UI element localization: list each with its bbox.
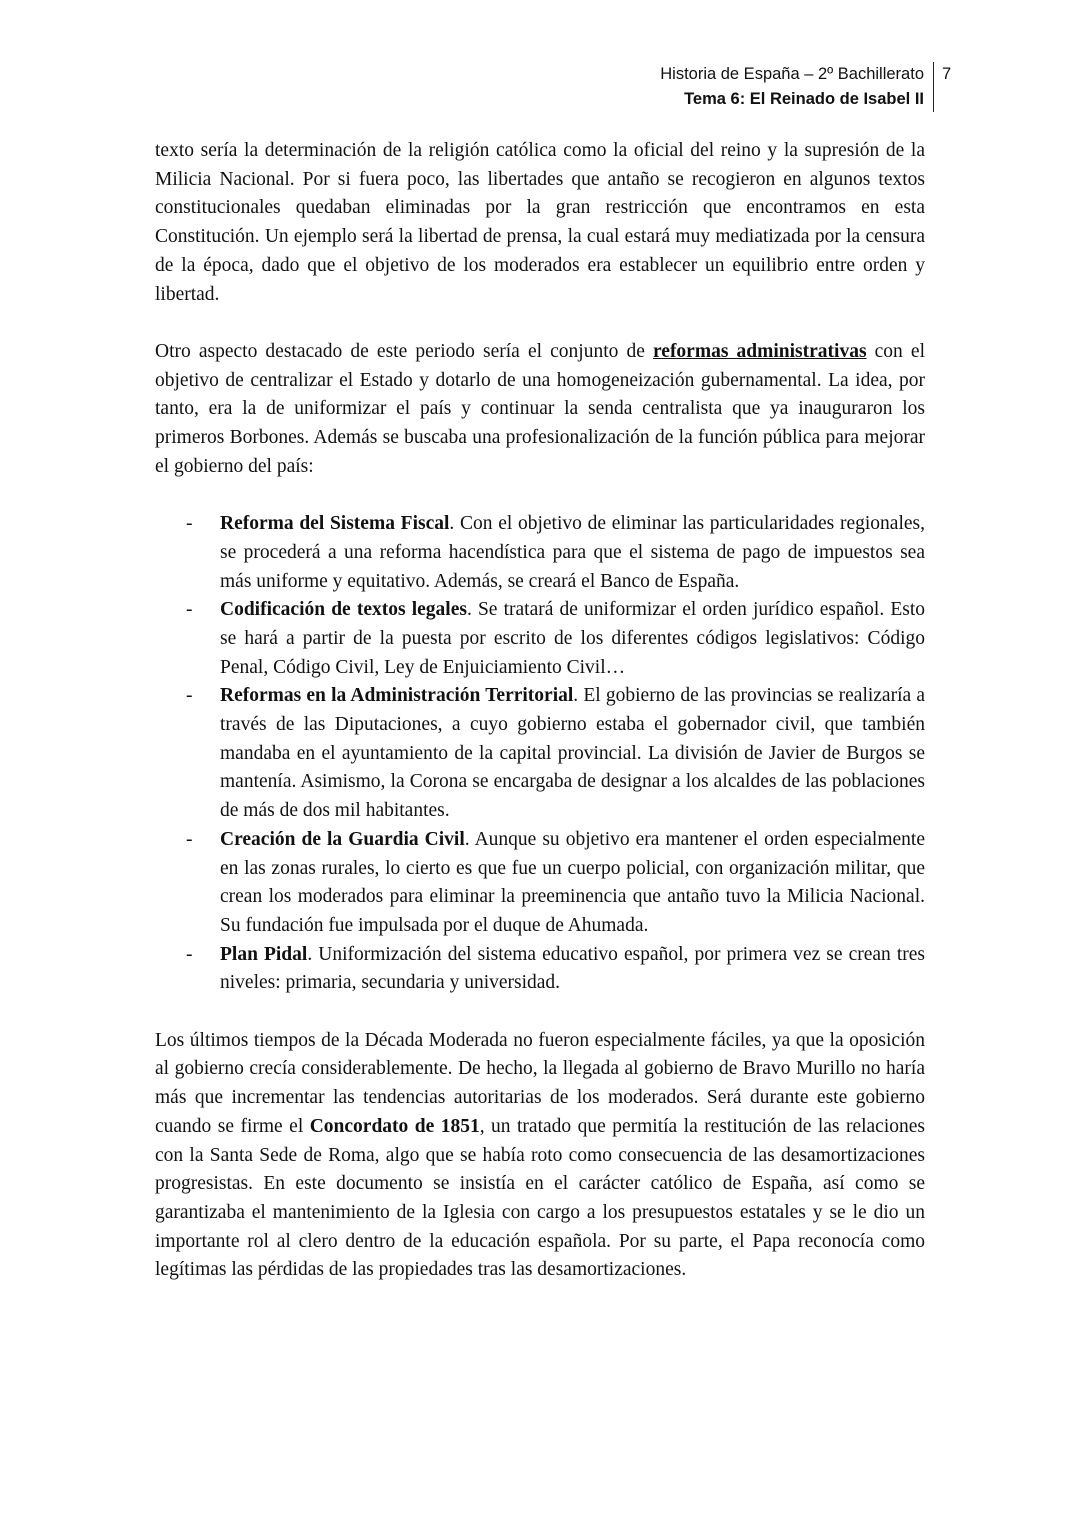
list-item-text: . Se tratará de uniformizar el orden jurídico español. Esto se hará a partir de la puesta por escrito de los diferentes códigos legislativos: Código Penal, Código Civil, Ley de Enjuiciamiento Civil… [220, 599, 925, 678]
list-item-text: . El gobierno de las provincias se realizaría a través de las Diputaciones, a cuyo gobierno estaba el gobernador civil, que también mandaba en el ayuntamiento de la capital provincial. La división de Javier de Burgos se mantenía. Asimismo, la Corona se encargaba de designar a los alcaldes de las poblaciones de más de dos mil habitantes. [220, 685, 925, 822]
reforms-list [155, 510, 925, 998]
document-body [155, 137, 925, 1285]
paragraph-concordato: Los últimos tiempos de la Década Moderada no fueron especialmente fáciles, ya que la oposición al gobierno crecía considerablemente. De hecho, la llegada al gobierno de Bravo Murillo no haría más que incrementar las tendencias autoritarias de los moderados. Será durante este gobierno cuando se firme el Concordato de 1851, un tratado que permitía la restitución de las relaciones con la Santa Sede de Roma, algo que se había roto como consecuencia de las desamortizaciones progresistas. En este documento se insistía en el carácter católico de España, así como se garantizaba el mantenimiento de la Iglesia con cargo a los presupuestos estatales y se le dio un importante rol al clero dentro de la educación española. Por su parte, el Papa reconocía como legítimas las pérdidas de las propiedades tras las desamortizaciones. [155, 1029, 925, 1281]
list-dash: - [186, 828, 193, 850]
list-item [155, 682, 925, 826]
paragraph-administrative-reforms: Otro aspecto destacado de este periodo sería el conjunto de reformas administrativas con el objetivo de centralizar el Estado y dotarlo de una homogeneización gubernamental. La idea, por tanto, era la de uniformizar el país y continuar la senda centralista que ya inauguraron los primeros Borbones. Además se buscaba una profesionalización de la función pública para mejorar el gobierno del país: [155, 340, 925, 477]
list-item-title: Reformas en la Administración Territorial [220, 685, 574, 707]
page-number: 7 [942, 65, 952, 83]
list-dash: - [186, 513, 193, 535]
header-subject: Historia de España – 2º Bachillerato [660, 65, 924, 83]
list-item [155, 596, 925, 682]
list-item [155, 941, 925, 998]
list-dash: - [186, 943, 193, 965]
list-item-title: Plan Pidal [220, 943, 308, 965]
header-topic: Tema 6: El Reinado de Isabel II [684, 90, 924, 108]
page-header [660, 62, 934, 112]
list-dash: - [186, 599, 193, 621]
list-item-title: Codificación de textos legales [220, 599, 467, 621]
highlight-reformas-administrativas: reformas administrativas [652, 340, 867, 362]
list-item-text: . Con el objetivo de eliminar las particularidades regionales, se procederá a una reforma hacendística para que el sistema de pago de impuestos sea más uniforme y equitativo. Además, se creará el Banco de España. [220, 513, 925, 592]
list-item [155, 510, 925, 596]
list-dash: - [186, 685, 193, 707]
highlight-concordato: Concordato de 1851 [309, 1115, 480, 1137]
list-item-title: Reforma del Sistema Fiscal [220, 513, 450, 535]
list-item-text: . Uniformización del sistema educativo español, por primera vez se crean tres niveles: primaria, secundaria y universidad. [220, 943, 925, 994]
list-item [155, 826, 925, 941]
list-item-title: Creación de la Guardia Civil [220, 828, 465, 850]
list-item-text: . Aunque su objetivo era mantener el orden especialmente en las zonas rurales, lo cierto es que fue un cuerpo policial, con organización militar, que crean los moderados para eliminar la preeminencia que antaño tuvo la Milicia Nacional. Su fundación fue impulsada por el duque de Ahumada. [220, 828, 925, 936]
paragraph-constitution: texto sería la determinación de la religión católica como la oficial del reino y la supresión de la Milicia Nacional. Por si fuera poco, las libertades que antaño se recogieron en algunos textos constitucionales quedaban eliminadas por la gran restricción que encontramos en esta Constitución. Un ejemplo será la libertad de prensa, la cual estará muy mediatizada por la censura de la época, dado que el objetivo de los moderados era establecer un equilibrio entre orden y libertad. [155, 140, 925, 305]
